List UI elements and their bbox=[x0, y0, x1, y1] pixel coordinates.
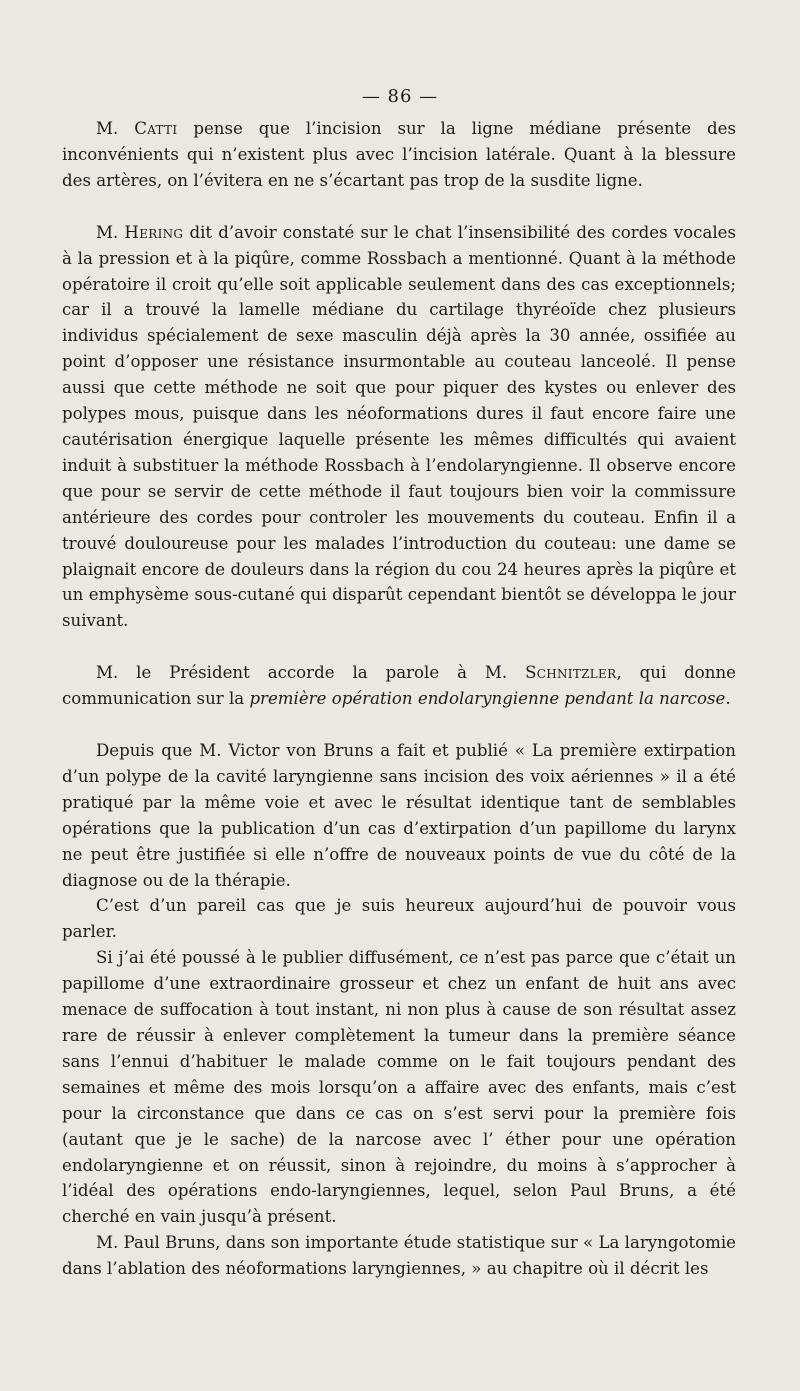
paragraph-gap bbox=[62, 194, 736, 220]
paragraph-hering bbox=[62, 220, 736, 635]
speaker-name-hering: Hering bbox=[124, 222, 184, 242]
paragraph-paul-bruns: M. Paul Bruns, dans son importante étude statistique sur « La laryngotomie dans l’ablation des néoformations laryngiennes, » au chapitre où il décrit les bbox=[62, 1233, 736, 1279]
paragraph-text: , qui donne communication sur la bbox=[62, 663, 736, 709]
page-number: — 86 — bbox=[361, 86, 439, 107]
paragraph-si: Si j’ai été poussé à le publier diffusément, ce n’est pas parce que c’était un papillome d’une extraordinaire grosseur et chez un enfant de huit ans avec menace de suffocation à tout instant, ni non plus à cause de son résultat assez rare de réussir à enlever complètement la tumeur dans la première séance sans l’ennui d’habituer le malade comme on le fait toujours pendant des semaines et même des mois lorsqu’on a affaire avec des enfants, mais c’est pour la circonstance que dans ce cas on s’est servi pour la première fois (autant que je le sache) de la narcose avec l’ éther pour une opération endolaryngienne et on réussit, sinon à rejoindre, du moins à s’approcher à l’idéal des opérations endo-laryngiennes, lequel, selon Paul Bruns, a été cherché en vain jusqu’à présent. bbox=[62, 948, 736, 1227]
paragraph-catti bbox=[62, 116, 736, 194]
paragraph-text: dit d’avoir constaté sur le chat l’insensibilité des cordes vocales à la pression et à la piqûre, comme Rossbach a mentionné. Quant à la méthode opératoire il croit qu’elle soit applicable seulement dans des cas exceptionnels; car il a trouvé la lamelle médiane du cartilage thyréoïde chez plusieurs individus spécialement de sexe masculin déjà après la 30 année, ossifiée au point d’opposer une résistance insurmontable au couteau lanceolé. Il pense aussi que cette méthode ne soit que pour piquer des kystes ou enlever des polypes mous, puisque dans les néoformations dures il faut encore faire une cautérisation énergique laquelle présente les mêmes difficultés qui avaient induit à substituer la méthode Rossbach à l’endolaryngienne. Il observe encore que pour se servir de cette méthode il faut toujours bien voir la commissure antérieure des cordes pour controler les mouvements du couteau. Enfin il a trouvé douloureuse pour les malades l’introduction du couteau: une dame se plaignait encore de douleurs dans la région du cou 24 heures après la piqûre et un emphysème sous-cutané qui disparût cependant bientôt se développa le jour suivant. bbox=[62, 222, 736, 631]
paragraph-text: pense que l’incision sur la ligne médiane présente des inconvénients qui n’existent plus avec l’incision latérale. Quant à la blessure des artères, on l’évitera en ne s’écartant pas trop de la susdite ligne. bbox=[62, 119, 736, 190]
paragraph-gap bbox=[62, 634, 736, 660]
speaker-prefix: M. bbox=[96, 119, 135, 138]
paragraph-president bbox=[62, 660, 736, 712]
paragraph-text: M. le Président accorde la parole à M. bbox=[96, 663, 526, 683]
speaker-name-schnitzler: Schnitzler bbox=[525, 663, 617, 683]
paragraph-text: . bbox=[725, 689, 731, 709]
paragraph-cest: C’est d’un pareil cas que je suis heureux aujourd’hui de pouvoir vous parler. bbox=[62, 896, 736, 942]
speaker-prefix: M. bbox=[96, 222, 125, 242]
paragraph-gap bbox=[62, 712, 736, 738]
paragraph-depuis: Depuis que M. Victor von Bruns a fait et publié « La première extirpation d’un polype de la cavité laryngienne sans incision des voix aériennes » il a été pratiqué par la même voie et avec le résultat identique tant de semblables opérations que la publication d’un cas d’extirpation d’un papillome du larynx ne peut être justifiée si elle n’offre de nouveaux points de vue du côté de la diagnose ou de la thérapie. bbox=[62, 741, 736, 890]
body-text bbox=[62, 116, 736, 1282]
communication-title: première opération endolaryngienne pendant la narcose bbox=[249, 689, 726, 709]
speaker-name-catti: Catti bbox=[134, 119, 178, 138]
